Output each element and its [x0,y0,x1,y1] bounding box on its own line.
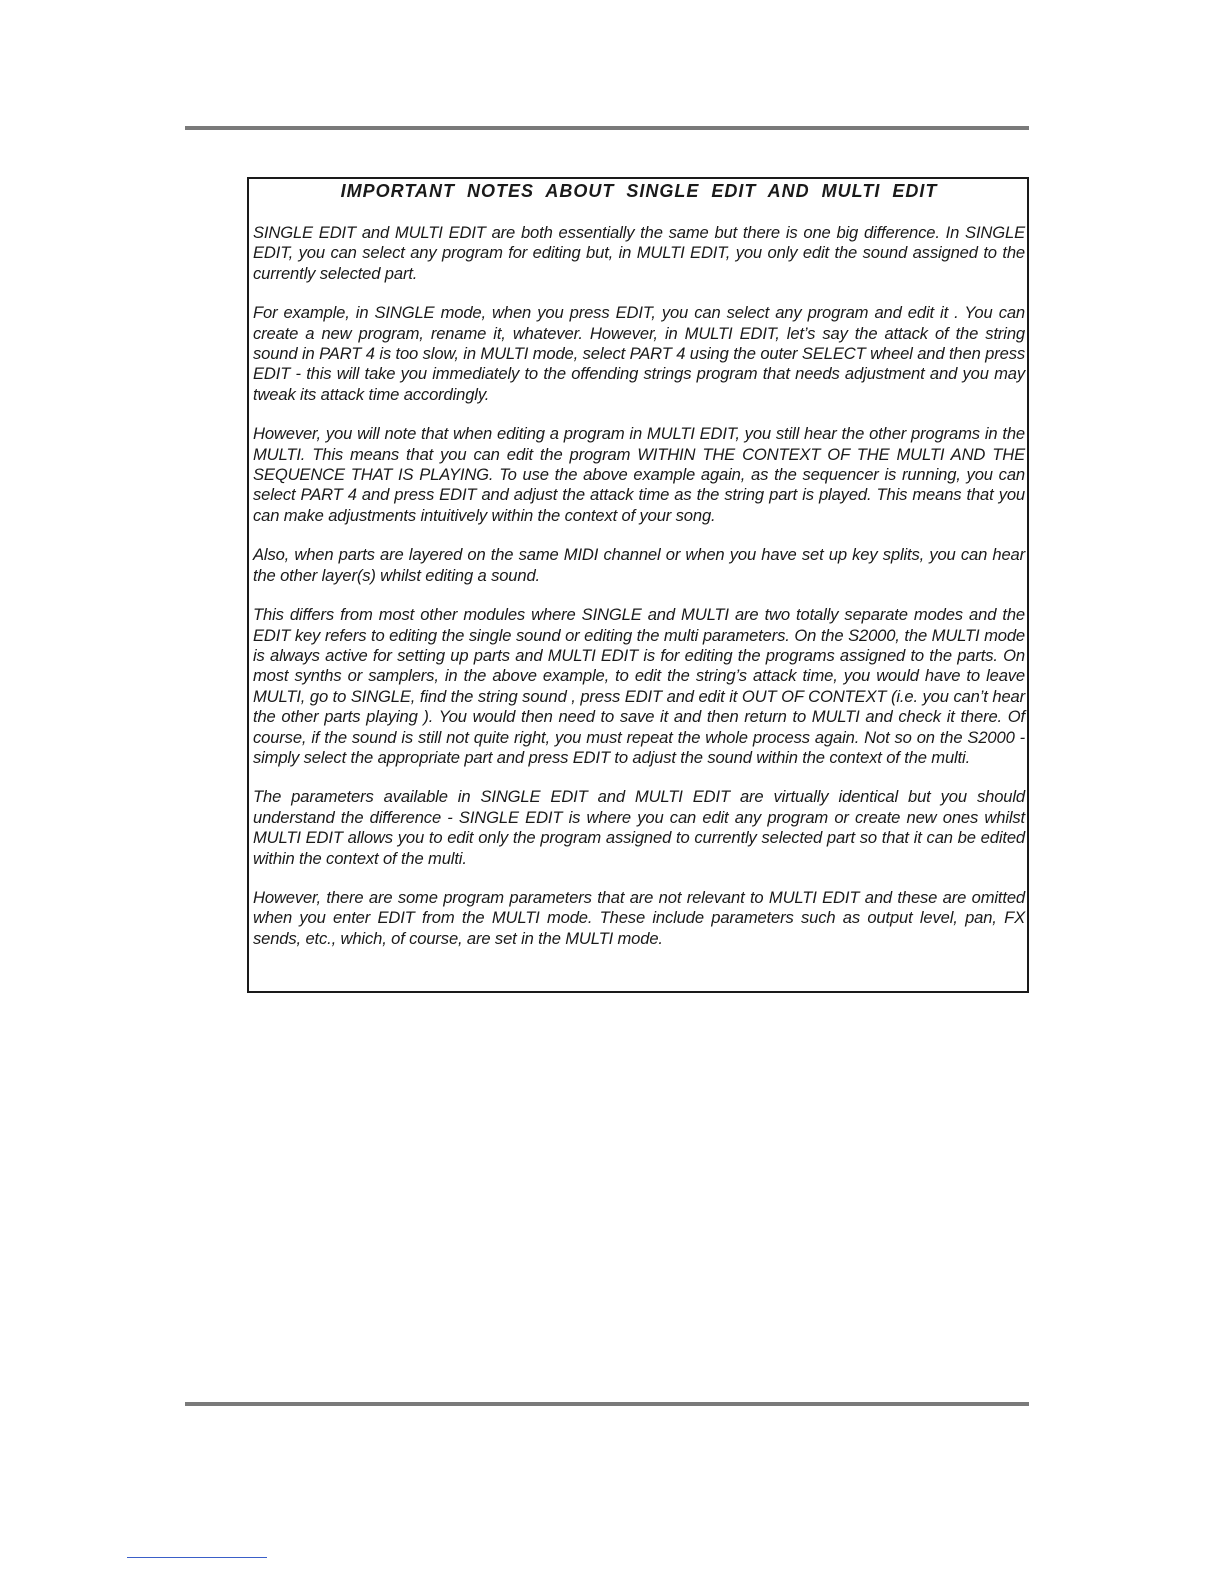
notice-paragraph-1: SINGLE EDIT and MULTI EDIT are both essentially the same but there is one big difference. In SINGLE EDIT, you can select any program for editing but, in MULTI EDIT, you only edit the sound assigned to the currently selected part. [253,223,1025,283]
header-rule [185,126,1029,130]
footer-link-underline[interactable] [127,1557,267,1558]
notice-paragraph-2: For example, in SINGLE mode, when you press EDIT, you can select any program and edit it . You can create a new program, rename it, whatever. However, in MULTI EDIT, let’s say the attack of the string sound in PART 4 is too slow, in MULTI mode, select PART 4 using the outer SELECT wheel and then press EDIT - this will take you immediately to the offending strings program that needs adjustment and you may tweak its attack time accordingly. [253,303,1025,404]
notice-title: IMPORTANT NOTES ABOUT SINGLE EDIT AND MULTI EDIT [340,181,938,201]
notice-paragraph-5: This differs from most other modules where SINGLE and MULTI are two totally separate modes and the EDIT key refers to editing the single sound or editing the multi parameters. On the S2000, the MULTI mode is always active for setting up parts and MULTI EDIT is for editing the programs assigned to the parts. On most synths or samplers, in the above example, to edit the string’s attack time, you would have to leave MULTI, go to SINGLE, find the string sound , press EDIT and edit it OUT OF CONTEXT (i.e. you can’t hear the other parts playing ). You would then need to save it and then return to MULTI and check it there. Of course, if the sound is still not quite right, you must repeat the whole process again. Not so on the S2000 - simply select the appropriate part and press EDIT to adjust the sound within the context of the multi. [253,605,1025,767]
notice-paragraph-4: Also, when parts are layered on the same MIDI channel or when you have set up key splits, you can hear the other layer(s) whilst editing a sound. [253,545,1025,585]
notice-paragraph-7: However, there are some program parameters that are not relevant to MULTI EDIT and these are omitted when you enter EDIT from the MULTI mode. These include parameters such as output level, pan, FX sends, etc., which, of course, are set in the MULTI mode. [253,887,1025,948]
notice-paragraph-3: However, you will note that when editing a program in MULTI EDIT, you still hear the other programs in the MULTI. This means that you can edit the program WITHIN THE CONTEXT OF THE MULTI AND THE SEQUENCE THAT IS PLAYING. To use the above example again, as the sequencer is running, you can select PART 4 and press EDIT and adjust the attack time as the string part is played. This means that you can make adjustments intuitively within the context of your song. [253,424,1025,525]
footer-rule [185,1402,1029,1406]
important-notes-box [247,177,1029,993]
notice-paragraph-6: The parameters available in SINGLE EDIT and MULTI EDIT are virtually identical but you should understand the difference - SINGLE EDIT is where you can edit any program or create new ones whilst MULTI EDIT allows you to edit only the program assigned to currently selected part so that it can be edited within the context of the multi. [253,787,1025,868]
